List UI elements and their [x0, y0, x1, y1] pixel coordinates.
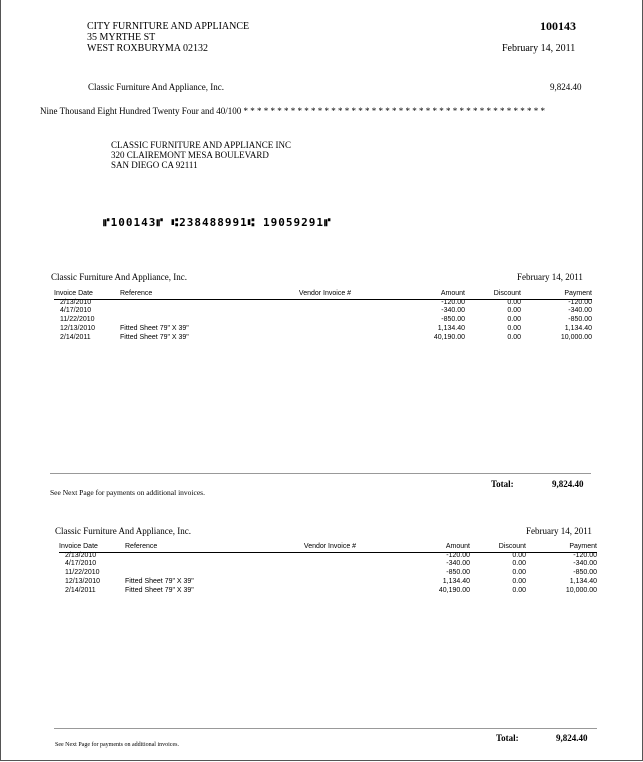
cell-amount: -340.00 — [446, 560, 470, 568]
check-amount: 9,824.40 — [550, 82, 582, 92]
cell-payment: -340.00 — [568, 307, 592, 315]
check-date: February 14, 2011 — [502, 43, 576, 54]
cell-date: 2/13/2010 — [60, 298, 92, 306]
cell-vendor-invoice — [255, 587, 405, 596]
cell-discount: 0.00 — [512, 551, 526, 559]
cell-payment: -340.00 — [573, 560, 597, 568]
stub1-date: February 14, 2011 — [517, 272, 583, 282]
table-row — [59, 552, 597, 561]
cell-date: 4/17/2010 — [65, 560, 97, 568]
col-reference: Reference — [120, 290, 153, 297]
table-row — [59, 569, 597, 578]
cell-reference — [120, 316, 250, 325]
cell-amount: -120.00 — [446, 551, 470, 559]
cell-vendor-invoice — [250, 299, 400, 308]
cell-vendor-invoice — [255, 552, 405, 561]
col-payment: Payment — [569, 543, 597, 550]
table-row — [54, 307, 592, 316]
cell-payment: 1,134.40 — [564, 324, 592, 332]
stub1-rows — [54, 299, 592, 343]
stub1-total-label: Total: — [491, 479, 514, 489]
cell-discount: 0.00 — [512, 586, 526, 594]
cell-date: 2/14/2011 — [60, 333, 91, 341]
table-row — [54, 299, 592, 308]
col-amount: Amount — [440, 290, 465, 297]
cell-discount: 0.00 — [507, 324, 521, 332]
mailing-name: CLASSIC FURNITURE AND APPLIANCE INC — [111, 140, 292, 150]
micr-line: ⑈100143⑈ ⑆238488991⑆ 19059291⑈ — [103, 216, 332, 229]
stub2-note: See Next Page for payments on additional invoices. — [55, 742, 179, 748]
cell-amount: -120.00 — [441, 298, 465, 306]
table-header-row — [59, 543, 597, 552]
cell-payment: -120.00 — [568, 298, 592, 306]
cell-reference: Fitted Sheet 79" X 39" — [125, 577, 194, 585]
cell-amount: -850.00 — [441, 316, 465, 324]
payer-name: CITY FURNITURE AND APPLIANCE — [87, 21, 250, 32]
table-row — [59, 578, 597, 587]
check-number: 100143 — [540, 19, 576, 33]
cell-vendor-invoice — [250, 307, 400, 316]
cell-discount: 0.00 — [512, 577, 526, 585]
payer-street: 35 MYRTHE ST — [87, 32, 156, 43]
table-row — [59, 587, 597, 596]
col-amount: Amount — [445, 543, 470, 550]
cell-reference — [125, 560, 255, 569]
cell-amount: -340.00 — [441, 307, 465, 315]
col-vendor-invoice: Vendor Invoice # — [303, 543, 357, 550]
cell-amount: 40,190.00 — [433, 333, 465, 341]
col-payment: Payment — [564, 290, 592, 297]
stub2-date: February 14, 2011 — [526, 526, 592, 536]
cell-discount: 0.00 — [507, 307, 521, 315]
payee-line: Classic Furniture And Appliance, Inc. — [88, 82, 224, 92]
cell-reference — [125, 552, 255, 561]
cell-vendor-invoice — [250, 334, 400, 343]
cell-payment: 10,000.00 — [560, 333, 592, 341]
cell-reference — [120, 307, 250, 316]
col-invoice-date: Invoice Date — [59, 543, 98, 550]
cell-discount: 0.00 — [512, 569, 526, 577]
stub1-total-divider — [50, 473, 591, 474]
cell-vendor-invoice — [250, 325, 400, 334]
table-row — [59, 560, 597, 569]
cell-vendor-invoice — [255, 560, 405, 569]
cell-discount: 0.00 — [507, 316, 521, 324]
col-discount: Discount — [493, 290, 521, 297]
col-invoice-date: Invoice Date — [54, 290, 93, 297]
cell-date: 12/13/2010 — [60, 324, 96, 332]
cell-amount: 1,134.40 — [442, 577, 470, 585]
stub2-total-label: Total: — [496, 733, 519, 743]
cell-date: 2/13/2010 — [65, 551, 97, 559]
stub2-total-value: 9,824.40 — [556, 733, 588, 743]
table-row — [54, 325, 592, 334]
cell-payment: 1,134.40 — [569, 577, 597, 585]
cell-date: 2/14/2011 — [65, 586, 96, 594]
stub2-table — [59, 543, 597, 595]
stub1-header-divider — [54, 299, 592, 300]
col-vendor-invoice: Vendor Invoice # — [298, 290, 352, 297]
cell-vendor-invoice — [255, 569, 405, 578]
cell-date: 12/13/2010 — [65, 577, 101, 585]
stub2-total-divider — [54, 728, 597, 729]
cell-discount: 0.00 — [507, 298, 521, 306]
amount-in-words: Nine Thousand Eight Hundred Twenty Four and 40/100 * * * * * * * * * * * * * * * * * * * * * * * * * * * * * * * * * * * * * * * * * * * * * — [40, 106, 546, 116]
table-row — [54, 334, 592, 343]
col-reference: Reference — [125, 543, 158, 550]
cell-payment: -850.00 — [568, 316, 592, 324]
cell-amount: 1,134.40 — [437, 324, 465, 332]
cell-date: 11/22/2010 — [60, 316, 95, 324]
table-header-row — [54, 290, 592, 299]
cell-discount: 0.00 — [507, 333, 521, 341]
cell-payment: -850.00 — [573, 569, 597, 577]
cell-payment: 10,000.00 — [565, 586, 597, 594]
stub1-table — [54, 290, 592, 342]
cell-amount: -850.00 — [446, 569, 470, 577]
table-row — [54, 316, 592, 325]
stub2-vendor: Classic Furniture And Appliance, Inc. — [55, 526, 191, 536]
mailing-street: 320 CLAIREMONT MESA BOULEVARD — [111, 150, 269, 160]
cell-vendor-invoice — [250, 316, 400, 325]
col-discount: Discount — [498, 543, 526, 550]
cell-discount: 0.00 — [512, 560, 526, 568]
cell-reference: Fitted Sheet 79" X 39" — [120, 333, 189, 341]
cell-reference: Fitted Sheet 79" X 39" — [120, 324, 189, 332]
cell-reference — [125, 569, 255, 578]
stub2-rows — [59, 552, 597, 596]
stub1-note: See Next Page for payments on additional invoices. — [50, 488, 205, 497]
cell-payment: -120.00 — [573, 551, 597, 559]
cell-vendor-invoice — [255, 578, 405, 587]
mailing-city: SAN DIEGO CA 92111 — [111, 160, 198, 170]
cell-date: 11/22/2010 — [65, 569, 100, 577]
stub1-vendor: Classic Furniture And Appliance, Inc. — [51, 272, 187, 282]
cell-date: 4/17/2010 — [60, 307, 92, 315]
stub1-total-value: 9,824.40 — [552, 479, 584, 489]
cell-amount: 40,190.00 — [438, 586, 470, 594]
cell-reference: Fitted Sheet 79" X 39" — [125, 586, 194, 594]
cell-reference — [120, 299, 250, 308]
stub2-header-divider — [59, 552, 597, 553]
payer-city: WEST ROXBURYMA 02132 — [87, 43, 208, 54]
